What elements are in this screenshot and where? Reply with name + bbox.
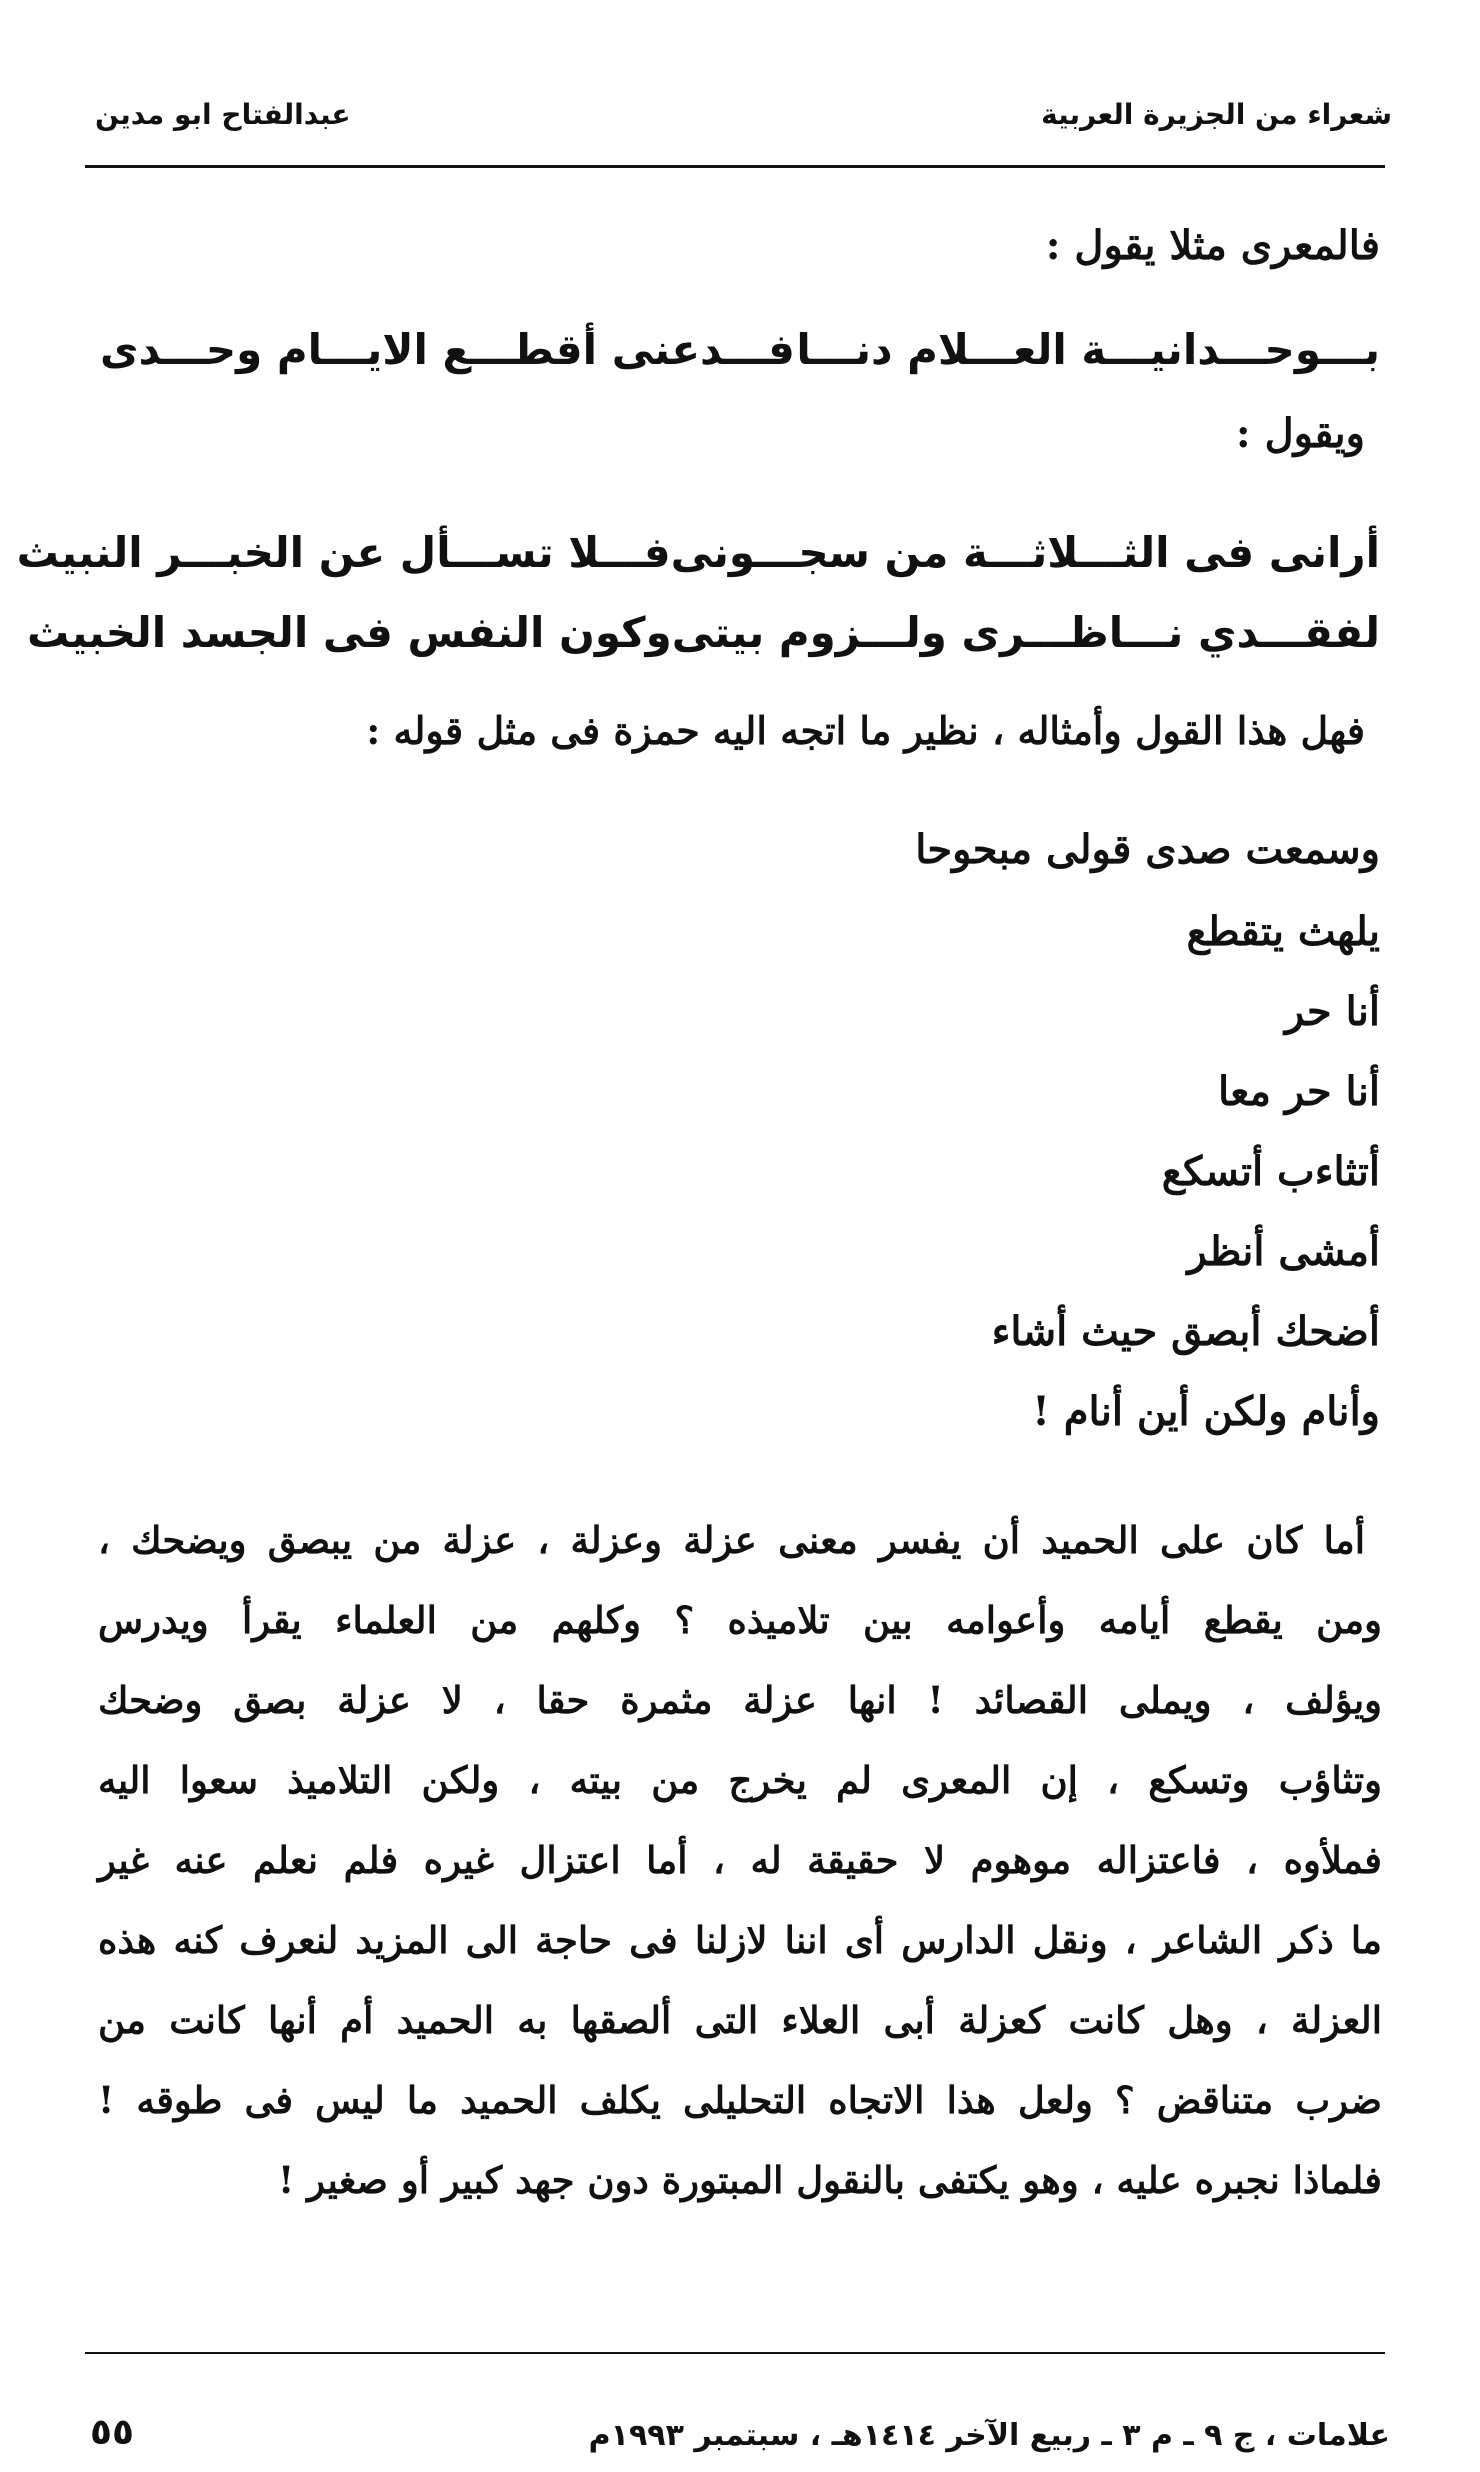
paragraph-line-1: أما كان على الحميد أن يفسر معنى عزلة وعزلة ، عزلة من يبصق ويضحك ،: [98, 1518, 1365, 1562]
free-verse-line-6: أمشى أنظر: [1187, 1228, 1380, 1275]
paragraph-line-8: ضرب متناقض ؟ ولعل هذا الاتجاه التحليلى يكلف الحميد ما ليس فى طوقه !: [98, 2078, 1382, 2122]
verse-3-second-hemistich: وكون النفس فى الجسد الخبيث: [26, 608, 672, 657]
free-verse-line-2: يلهث يتقطع: [1186, 908, 1380, 955]
intro-line: فالمعرى مثلا يقول :: [1045, 222, 1380, 269]
verse-1: [100, 325, 1380, 374]
free-verse-line-7: أضحك أبصق حيث أشاء: [991, 1308, 1380, 1355]
say-line: ويقول :: [1235, 410, 1365, 457]
running-header-book-title: شعراء من الجزيرة العربية: [1041, 98, 1392, 131]
paragraph-line-4: وتثاؤب وتسكع ، إن المعرى لم يخرج من بيته ، ولكن التلاميذ سعوا اليه: [98, 1758, 1382, 1802]
free-verse-line-3: أنا حر: [1284, 988, 1380, 1035]
free-verse-line-5: أتثاءب أتسكع: [1161, 1148, 1380, 1195]
verse-1-second-hemistich: فـــدعنى أقطـــع الايـــام وحـــدى: [100, 325, 795, 374]
free-verse-line-8: وأنام ولكن أين أنام !: [1032, 1388, 1380, 1435]
paragraph-line-9: فلماذا نجبره عليه ، وهو يكتفى بالنقول المبتورة دون جهد كبير أو صغير !: [277, 2158, 1382, 2202]
paragraph-line-7: العزلة ، وهل كانت كعزلة أبى العلاء التى ألصقها به الحميد أم أنها كانت من: [98, 1998, 1382, 2042]
free-verse-line-1: وسمعت صدى قولى مبحوحا: [915, 826, 1380, 873]
paragraph-line-5: فملأوه ، فاعتزاله موهوم لا حقيقة له ، أما اعتزال غيره فلم نعلم عنه غير: [98, 1838, 1382, 1882]
verse-1-first-hemistich: بـــوحـــدانيـــة العـــلام دنـــا: [796, 325, 1380, 374]
free-verse-line-4: أنا حر معا: [1218, 1068, 1380, 1115]
paragraph-line-6: ما ذكر الشاعر ، ونقل الدارس أى اننا لازلنا فى حاجة الى المزيد لنعرف كنه هذه: [98, 1918, 1382, 1962]
verse-2-first-hemistich: أرانى فى الثـــلاثـــة من سجـــونى: [670, 528, 1380, 577]
header-rule: [85, 165, 1385, 168]
verse-3: [26, 608, 1380, 657]
verse-3-first-hemistich: لفقـــدي نـــاظـــرى ولـــزوم بيتى: [671, 608, 1380, 657]
paragraph-line-2: ومن يقطع أيامه وأعوامه بين تلاميذه ؟ وكلهم من العلماء يقرأ ويدرس: [98, 1598, 1382, 1642]
page-number: ٥٥: [90, 2412, 134, 2453]
verse-2: [16, 528, 1380, 577]
verse-2-second-hemistich: فـــلا تســـأل عن الخبـــر النبيث: [16, 528, 671, 577]
paragraph-line-3: ويؤلف ، ويملى القصائد ! انها عزلة مثمرة حقا ، لا عزلة بصق وضحك: [98, 1678, 1382, 1722]
footer-citation: علامات ، ج ٩ ـ م ٣ ـ ربيع الآخر ١٤١٤هـ ، سبتمبر ١٩٩٣م: [588, 2418, 1390, 2453]
running-header-author: عبدالفتاح ابو مدين: [95, 98, 351, 131]
footer-rule: [85, 2352, 1385, 2354]
question-line: فهل هذا القول وأمثاله ، نظير ما اتجه اليه حمزة فى مثل قوله :: [366, 708, 1365, 753]
